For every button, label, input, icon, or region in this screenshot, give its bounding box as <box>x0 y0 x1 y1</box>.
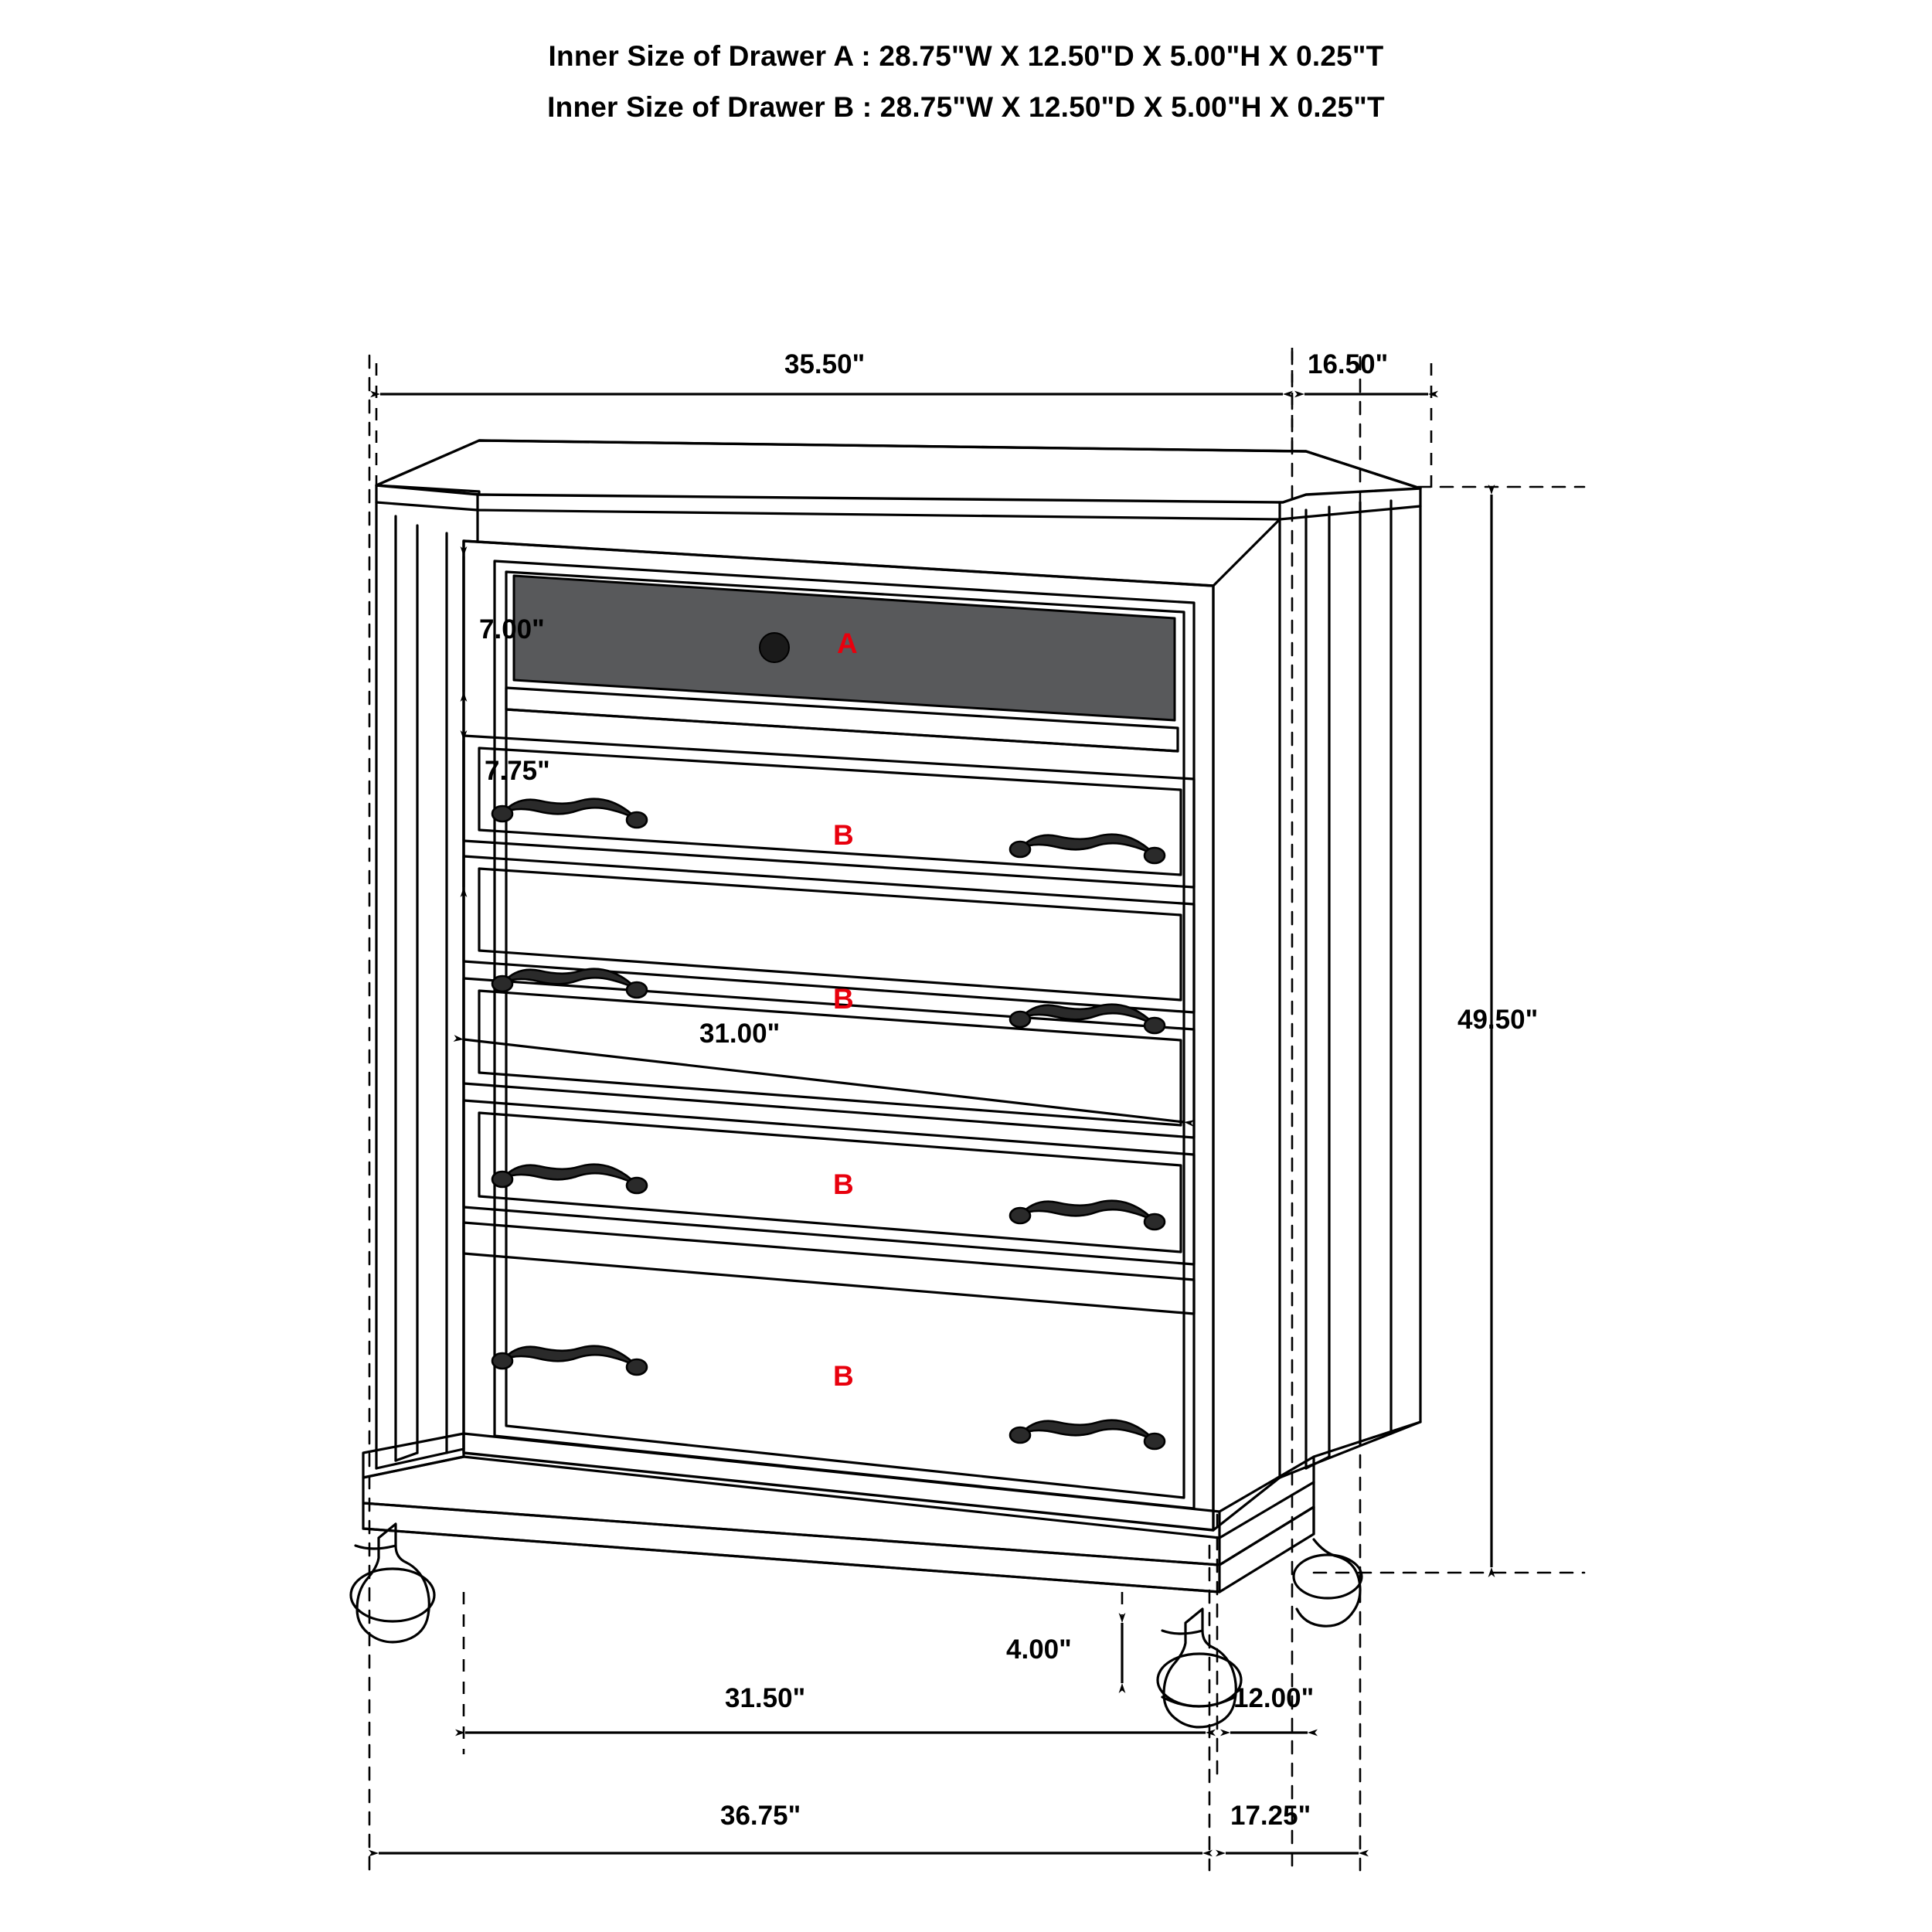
dim-base-outer-depth-label: 17.25" <box>1230 1801 1311 1831</box>
dim-foot-height-label: 4.00" <box>1006 1634 1072 1665</box>
callout-drawer-b-2: B <box>833 983 854 1015</box>
callout-drawer-a: A <box>837 628 858 659</box>
dim-base-inner-width-label: 31.50" <box>725 1683 806 1713</box>
callout-drawer-b-3: B <box>833 1168 854 1200</box>
callout-drawer-b-1: B <box>833 819 854 851</box>
callout-drawer-b-4: B <box>833 1360 854 1392</box>
dim-overall-height-label: 49.50" <box>1458 1005 1539 1035</box>
drawer-b-inner-size-text: Inner Size of Drawer B : 28.75"W X 12.50"D X 5.00"H X 0.25"T <box>547 91 1385 123</box>
drawer-a-inner-size-text: Inner Size of Drawer A : 28.75"W X 12.50"D X 5.00"H X 0.25"T <box>548 40 1384 72</box>
dim-top-width-label: 35.50" <box>784 349 866 379</box>
dim-drawer-b-height-label: 7.75" <box>485 756 550 786</box>
dim-base-outer-width-label: 36.75" <box>720 1801 801 1831</box>
dim-drawer-front-width-label: 31.00" <box>699 1019 781 1049</box>
dim-drawer-a-height-label: 7.00" <box>479 614 545 645</box>
dim-top-depth-label: 16.50" <box>1308 349 1389 379</box>
dim-base-inner-depth-label: 12.00" <box>1233 1683 1315 1713</box>
